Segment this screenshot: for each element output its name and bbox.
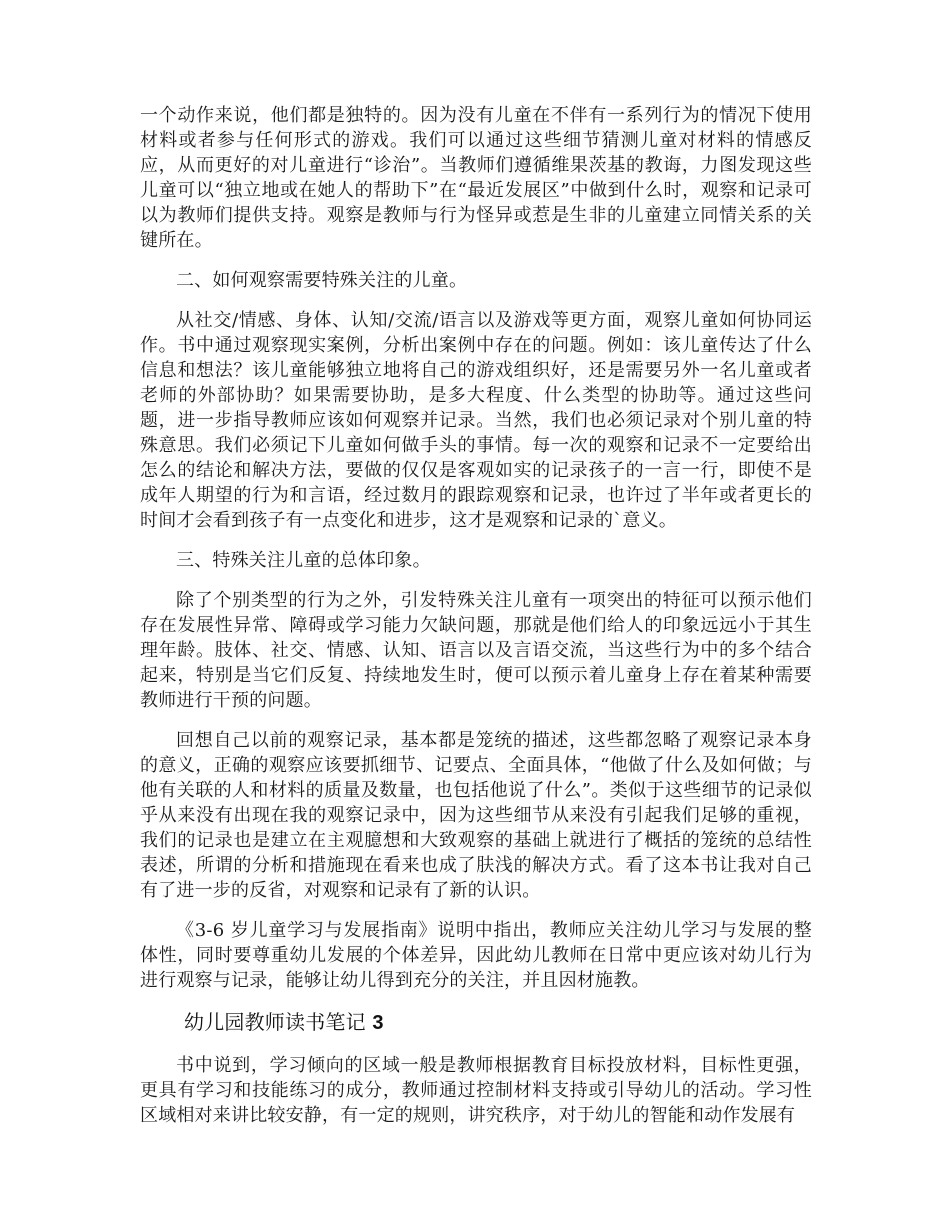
document-body — [140, 103, 812, 1143]
paragraph-learning-area: 书中说到，学习倾向的区域一般是教师根据教育目标投放材料，目标性更强，更具有学习和技能练习的成分，教师通过控制材料支持或引导幼儿的活动。学习性区域相对来讲比较安静，有一定的规则，讲究秩序，对于幼儿的智能和动作发展有 — [140, 1055, 812, 1126]
paragraph-observation-methods: 从社交/情感、身体、认知/交流/语言以及游戏等更方面，观察儿童如何协同运作。书中通过观察现实案例，分析出案例中存在的问题。例如：该儿童传达了什么信息和想法？该儿童能够独立地将自己的游戏组织好，还是需要另外一名儿童或者老师的外部协助？如果需要协助，是多大程度、什么类型的协助等。通过这些问题，进一步指导教师应该如何观察并记录。当然，我们也必须记录对个别儿童的特殊意思。我们必须记下儿童如何做手头的事情。每一次的观察和记录不一定要给出怎么的结论和解决方法，要做的仅仅是客观如实的记录孩子的一言一行，即使不是成年人期望的行为和言语，经过数月的跟踪观察和记录，也许过了半年或者更长的时间才会看到孩子有一点变化和进步，这才是观察和记录的`意义。 — [140, 310, 812, 531]
paragraph-reflection: 回想自己以前的观察记录，基本都是笼统的描述，这些都忽略了观察记录本身的意义，正确的观察应该要抓细节、记要点、全面具体，“他做了什么及如何做；与他有关联的人和材料的质量及数量，也包括他说了什么”。类似于这些细节的记录似乎从来没有出现在我的观察记录中，因为这些细节从来没有引起我们足够的重视，我们的记录也是建立在主观臆想和大致观察的基础上就进行了概括的笼统的总结性表述，所谓的分析和措施现在看来也成了肤浅的解决方式。看了这本书让我对自己有了进一步的反省，对观察和记录有了新的认识。 — [140, 730, 812, 901]
notes-heading — [140, 1008, 812, 1037]
section-heading-3: 三、特殊关注儿童的总体印象。 — [176, 550, 431, 571]
notes-heading-text: 幼儿园教师读书笔记 — [184, 1010, 366, 1034]
notes-heading-number: 3 — [372, 1012, 384, 1034]
paragraph-guideline: 《3-6 岁儿童学习与发展指南》说明中指出，教师应关注幼儿学习与发展的整体性，同时要尊重幼儿发展的个体差异，因此幼儿教师在日常中更应该对幼儿行为进行观察与记录，能够让幼儿得到充分的关注，并且因材施教。 — [140, 920, 812, 991]
paragraph-continuation: 一个动作来说，他们都是独特的。因为没有儿童在不伴有一系列行为的情况下使用材料或者参与任何形式的游戏。我们可以通过这些细节猜测儿童对材料的情感反应，从而更好的对儿童进行“诊治”。当教师们遵循维果茨基的教诲，力图发现这些儿童可以“独立地或在她人的帮助下”在“最近发展区”中做到什么时，观察和记录可以为教师们提供支持。观察是教师与行为怪异或惹是生非的儿童建立同情关系的关键所在。 — [140, 105, 812, 251]
paragraph-overall-impression: 除了个别类型的行为之外，引发特殊关注儿童有一项突出的特征可以预示他们存在发展性异常、障碍或学习能力欠缺问题，那就是他们给人的印象远远小于其生理年龄。肢体、社交、情感、认知、语言以及言语交流，当这些行为中的多个结合起来，特别是当它们反复、持续地发生时，便可以预示着儿童身上存在着某种需要教师进行干预的问题。 — [140, 590, 812, 711]
section-heading-2: 二、如何观察需要特殊关注的儿童。 — [176, 270, 468, 291]
